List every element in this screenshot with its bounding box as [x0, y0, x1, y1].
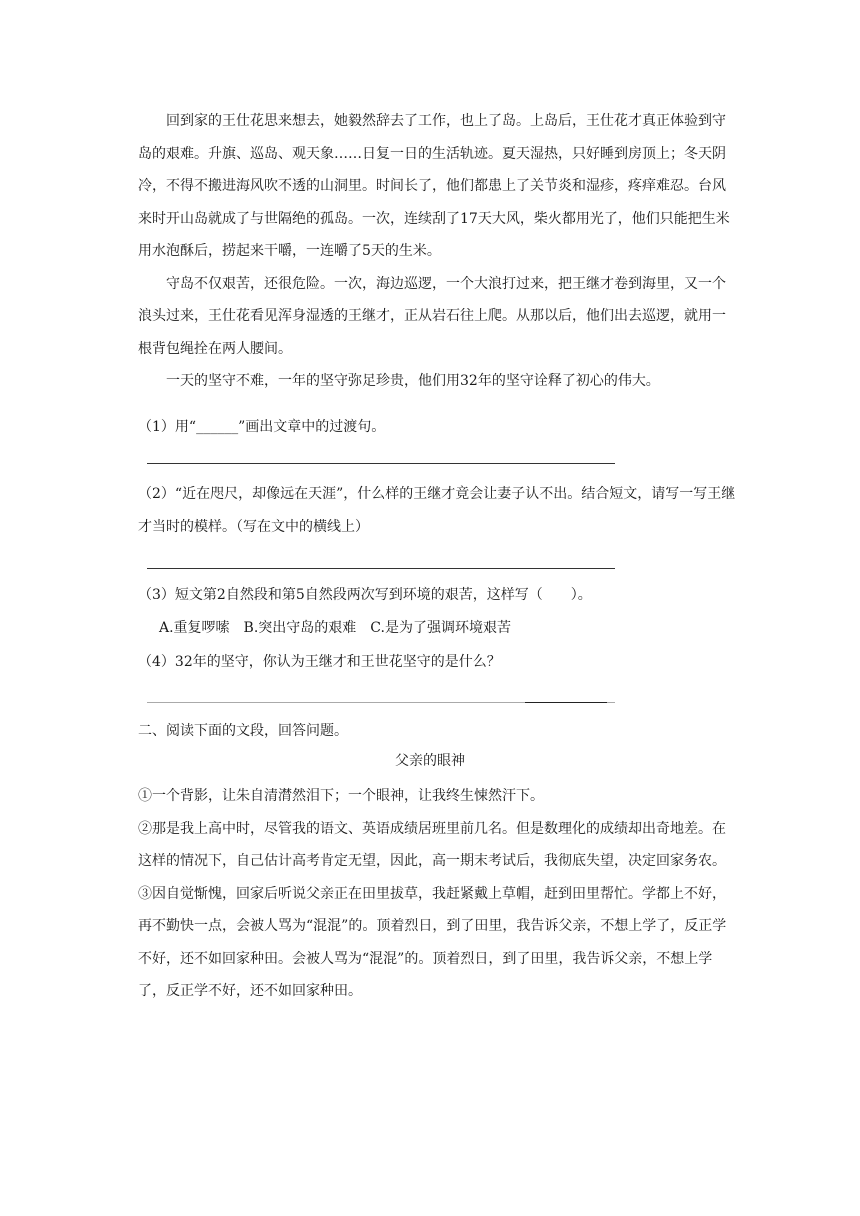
passage-one [138, 105, 736, 398]
answer-line[interactable] [147, 568, 615, 569]
question-text: （3）短文第2自然段和第5自然段两次写到环境的艰苦，这样写（ ）。 [138, 587, 592, 603]
answer-options: A.重复啰嗦 B.突出守岛的艰难 C.是为了强调环境艰苦 [159, 619, 511, 636]
question-3 [138, 579, 736, 644]
section-two-heading-block [138, 715, 736, 748]
question-text: （4）32年的坚守，你认为王继才和王世花坚守的是什么？ [138, 654, 501, 670]
question-text: （1）用“______”画出文章中的过渡句。 [138, 419, 386, 435]
passage-paragraph: 一天的坚守不难，一年的坚守弥足珍贵，他们用32年的坚守诠释了初心的伟大。 [166, 373, 660, 389]
passage-two [138, 780, 736, 1008]
answer-line[interactable] [147, 702, 615, 703]
passage-paragraph: ②那是我上高中时，尽管我的语文、英语成绩居班里前几名。但是数理化的成绩却出奇地差。在这样的情况下，自己估计高考肯定无望，因此，高一期末考试后，我彻底失望，决定回家务农。 [138, 820, 726, 869]
answer-line-segment [525, 702, 607, 703]
article-title: 父亲的眼神 [395, 753, 465, 769]
question-4 [138, 646, 736, 679]
question-1 [138, 411, 736, 444]
section-heading: 二、阅读下面的文段，回答问题。 [138, 723, 348, 739]
passage-paragraph: ①一个背影，让朱自清潸然泪下；一个眼神，让我终生悚然汗下。 [138, 788, 544, 804]
question-2 [138, 478, 736, 543]
passage-paragraph: 守岛不仅艰苦，还很危险。一次，海边巡逻，一个大浪打过来，把王继才卷到海里，又一个浪头过来，王仕花看见浑身湿透的王继才，正从岩石往上爬。从那以后，他们出去巡逻，就用一根背包绳拴在两人腰间。 [138, 275, 726, 357]
question-text: （2）“近在咫尺，却像远在天涯”，什么样的王继才竟会让妻子认不出。结合短文，请写一写王继才当时的模样。（写在文中的横线上） [138, 486, 736, 535]
answer-line[interactable] [147, 463, 615, 464]
passage-paragraph: ③因自觉惭愧，回家后听说父亲正在田里拔草，我赶紧戴上草帽，赶到田里帮忙。学都上不好，再不勤快一点，会被人骂为“混混”的。顶着烈日，到了田里，我告诉父亲，不想上学了，反正学不好，还不如回家种田。会被人骂为“混混”的。顶着烈日，到了田里，我告诉父亲，不想上学了，反正学不好，还不如回家种田。 [138, 885, 727, 999]
passage-paragraph: 回到家的王仕花思来想去，她毅然辞去了工作，也上了岛。上岛后，王仕花才真正体验到守岛的艰难。升旗、巡岛、观天象……日复一日的生活轨迹。夏天湿热，只好睡到房顶上；冬天阴冷，不得不搬进海风吹不透的山洞里。时间长了，他们都患上了关节炎和湿疹，疼痒难忍。台风来时开山岛就成了与世隔绝的孤岛。一次，连续刮了17天大风，柴火都用光了，他们只能把生米用水泡酥后，捞起来干嚼，一连嚼了5天的生米。 [138, 113, 730, 259]
